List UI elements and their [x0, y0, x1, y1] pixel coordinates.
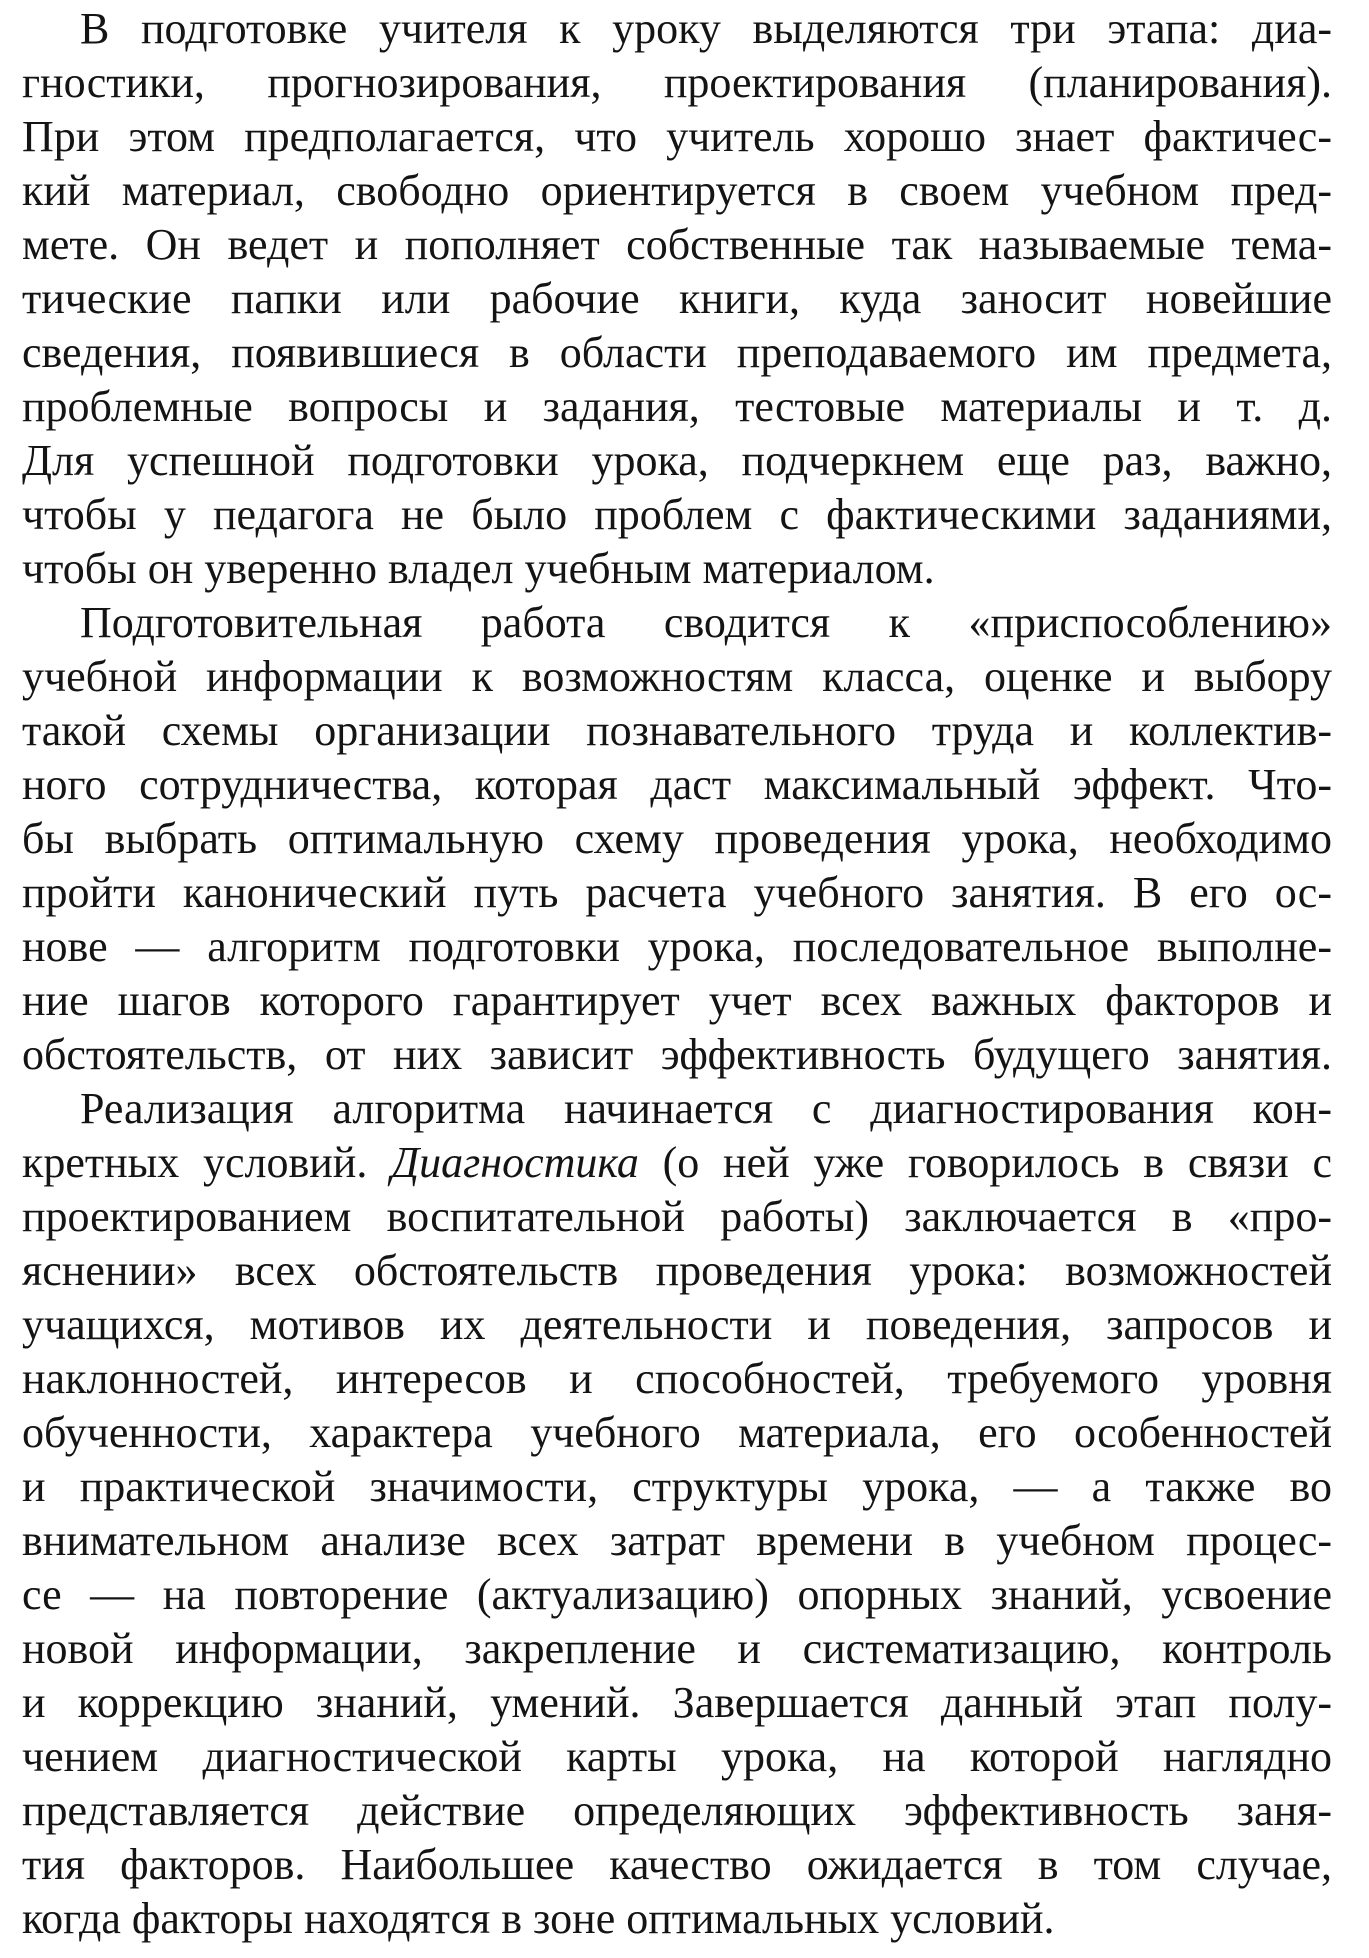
text-line: нове — алгоритм подготовки урока, последовательное выполне-: [22, 922, 1332, 971]
document-page: [22, 0, 1332, 1958]
text-line: когда факторы находятся в зоне оптимальных условий.: [22, 1894, 1055, 1943]
text-line: кий материал, свободно ориентируется в своем учебном пред-: [22, 166, 1332, 215]
text-line: се — на повторение (актуализацию) опорных знаний, усвоение: [22, 1570, 1332, 1619]
text-line: ние шагов которого гарантирует учет всех важных факторов и: [22, 976, 1332, 1025]
text-line-with-emphasis: [22, 1136, 1332, 1190]
text-line: учебной информации к возможностям класса, оценке и выбору: [22, 652, 1332, 701]
text-line: проектированием воспитательной работы) заключается в «про-: [22, 1192, 1332, 1241]
text-line: проблемные вопросы и задания, тестовые материалы и т. д.: [22, 382, 1332, 431]
text-line: обстоятельств, от них зависит эффективность будущего занятия.: [22, 1030, 1332, 1079]
text-segment: кретных условий.: [22, 1138, 392, 1187]
text-segment: (о ней уже говорилось в связи с: [638, 1138, 1332, 1187]
text-line: Для успешной подготовки урока, подчеркнем еще раз, важно,: [22, 436, 1332, 485]
text-line: сведения, появившиеся в области преподаваемого им предмета,: [22, 328, 1332, 377]
text-line: и коррекцию знаний, умений. Завершается данный этап полу-: [22, 1678, 1332, 1727]
text-line: яснении» всех обстоятельств проведения урока: возможностей: [22, 1246, 1332, 1295]
text-line: тия факторов. Наибольшее качество ожидается в том случае,: [22, 1840, 1332, 1889]
text-line: тические папки или рабочие книги, куда заносит новейшие: [22, 274, 1332, 323]
text-line: такой схемы организации познавательного труда и коллектив-: [22, 706, 1332, 755]
text-line: чтобы он уверенно владел учебным материалом.: [22, 544, 935, 593]
text-line: При этом предполагается, что учитель хорошо знает фактичес-: [22, 112, 1332, 161]
text-line: чтобы у педагога не было проблем с фактическими заданиями,: [22, 490, 1332, 539]
text-line: внимательном анализе всех затрат времени в учебном процес-: [22, 1516, 1332, 1565]
text-line: и практической значимости, структуры урока, — а также во: [22, 1462, 1332, 1511]
text-line: Реализация алгоритма начинается с диагностирования кон-: [80, 1084, 1332, 1133]
text-line: обученности, характера учебного материала, его особенностей: [22, 1408, 1332, 1457]
text-line: гностики, прогнозирования, проектирования (планирования).: [22, 58, 1332, 107]
text-line: представляется действие определяющих эффективность заня-: [22, 1786, 1332, 1835]
text-line: В подготовке учителя к уроку выделяются три этапа: диа-: [80, 4, 1332, 53]
text-line: Подготовительная работа сводится к «приспособлению»: [80, 598, 1332, 647]
text-line: пройти канонический путь расчета учебного занятия. В его ос-: [22, 868, 1332, 917]
text-line: учащихся, мотивов их деятельности и поведения, запросов и: [22, 1300, 1332, 1349]
text-line: ного сотрудничества, которая даст максимальный эффект. Что-: [22, 760, 1332, 809]
emphasized-term: Диагностика: [391, 1138, 639, 1187]
text-line: чением диагностической карты урока, на которой наглядно: [22, 1732, 1332, 1781]
text-line: бы выбрать оптимальную схему проведения урока, необходимо: [22, 814, 1332, 863]
text-line: новой информации, закрепление и систематизацию, контроль: [22, 1624, 1332, 1673]
text-line: наклонностей, интересов и способностей, требуемого уровня: [22, 1354, 1332, 1403]
text-line: мете. Он ведет и пополняет собственные так называемые тема-: [22, 220, 1332, 269]
